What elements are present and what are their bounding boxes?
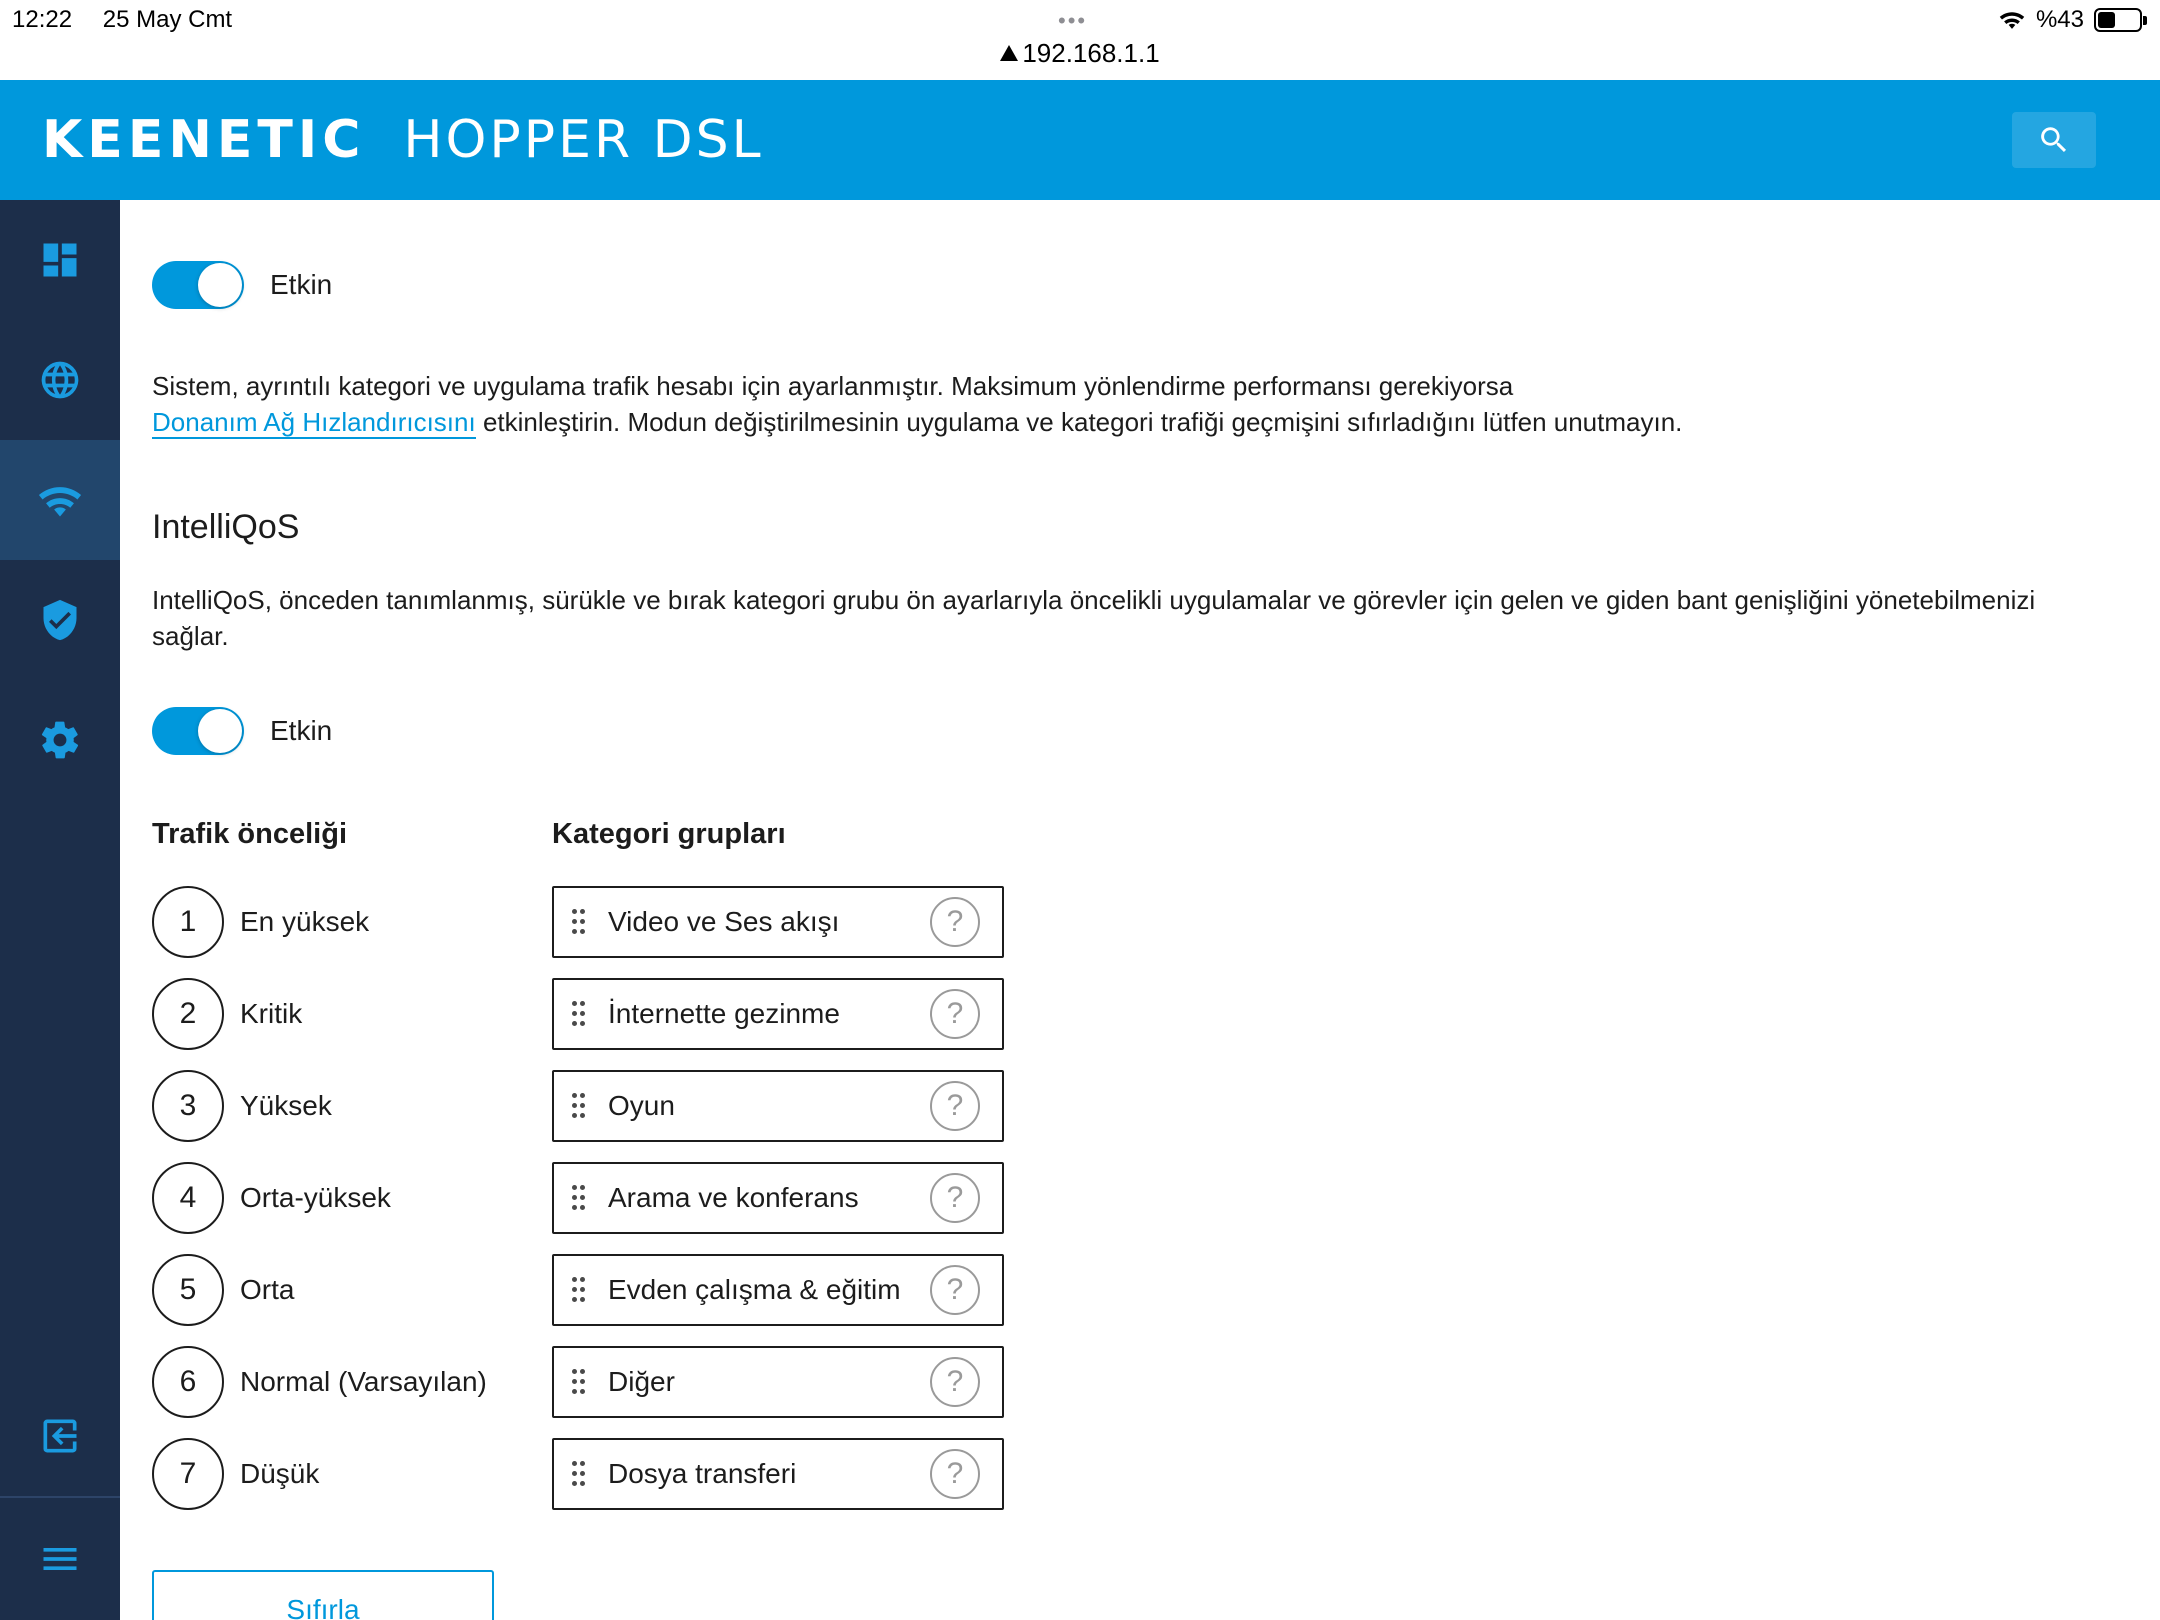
dashboard-icon — [38, 238, 82, 282]
priority-item — [152, 1346, 487, 1418]
priority-item — [152, 1070, 332, 1142]
sidebar-item-wifi[interactable] — [0, 440, 120, 560]
sidebar-item-internet[interactable] — [0, 320, 120, 440]
category-group-item[interactable] — [552, 886, 1004, 958]
drag-handle-icon[interactable] — [572, 1090, 586, 1122]
drag-handle-icon[interactable] — [572, 1458, 586, 1490]
toggle-label: Etkin — [270, 715, 333, 746]
reset-button[interactable]: Sıfırla — [152, 1570, 494, 1620]
globe-icon — [38, 358, 82, 402]
category-label: Arama ve konferans — [608, 1182, 859, 1213]
wifi-signal-icon — [1998, 10, 2026, 30]
priority-label: Kritik — [240, 998, 303, 1029]
drag-handle-icon[interactable] — [572, 906, 586, 938]
priority-label: Orta — [240, 1274, 295, 1305]
help-icon[interactable]: ? — [930, 1449, 980, 1499]
help-icon[interactable]: ? — [930, 1173, 980, 1223]
priority-number: 3 — [152, 1070, 224, 1142]
priority-number: 1 — [152, 886, 224, 958]
logout-icon — [38, 1414, 82, 1458]
battery-percent: %43 — [2035, 6, 2084, 33]
category-label: Video ve Ses akışı — [608, 906, 840, 937]
priority-number: 5 — [152, 1254, 224, 1326]
traffic-info-text — [152, 368, 2102, 440]
drag-handle-icon[interactable] — [572, 998, 586, 1030]
brand-name: KEENETIC — [42, 110, 366, 170]
sidebar-item-security[interactable] — [0, 560, 120, 680]
category-groups-header: Kategori grupları — [552, 818, 786, 850]
priority-label: Yüksek — [240, 1090, 332, 1121]
hardware-accelerator-link[interactable]: Donanım Ağ Hızlandırıcısını — [152, 407, 476, 437]
drag-handle-icon[interactable] — [572, 1274, 586, 1306]
help-icon[interactable]: ? — [930, 897, 980, 947]
search-button[interactable] — [2012, 112, 2096, 168]
help-icon[interactable]: ? — [930, 1265, 980, 1315]
priority-number: 2 — [152, 978, 224, 1050]
wifi-icon — [38, 478, 82, 522]
priority-number: 4 — [152, 1162, 224, 1234]
gear-icon — [38, 718, 82, 762]
category-group-item[interactable] — [552, 1438, 1004, 1510]
model-name: HOPPER DSL — [403, 110, 764, 170]
category-label: İnternette gezinme — [608, 998, 840, 1029]
brand-logo[interactable] — [42, 110, 764, 170]
category-label: Oyun — [608, 1090, 675, 1121]
status-time-date — [12, 6, 256, 34]
traffic-priority-header: Trafik önceliği — [152, 818, 347, 850]
help-icon[interactable]: ? — [930, 989, 980, 1039]
toggle-knob — [198, 263, 242, 307]
sidebar-item-logout[interactable] — [0, 1376, 120, 1496]
sidebar — [0, 200, 120, 1620]
address-url: 192.168.1.1 — [1022, 38, 1160, 68]
help-icon[interactable]: ? — [930, 1357, 980, 1407]
help-icon[interactable]: ? — [930, 1081, 980, 1131]
category-label: Evden çalışma & eğitim — [608, 1274, 901, 1305]
priority-label: En yüksek — [240, 906, 370, 937]
search-icon — [2037, 123, 2071, 157]
toggle-switch[interactable] — [152, 707, 244, 755]
category-group-item[interactable] — [552, 1070, 1004, 1142]
priority-number: 7 — [152, 1438, 224, 1510]
sidebar-item-dashboard[interactable] — [0, 200, 120, 320]
priority-item — [152, 1162, 391, 1234]
ios-status-bar — [0, 0, 2160, 80]
battery-icon — [2094, 8, 2142, 32]
browser-more-dots-icon[interactable]: ••• — [1058, 8, 1088, 33]
intelliqos-title: IntelliQoS — [152, 508, 300, 546]
priority-item — [152, 978, 302, 1050]
category-group-item[interactable] — [552, 1254, 1004, 1326]
sidebar-item-settings[interactable] — [0, 680, 120, 800]
priority-item — [152, 886, 369, 958]
category-label: Diğer — [608, 1366, 675, 1397]
priority-label: Orta-yüksek — [240, 1182, 391, 1213]
priority-number: 6 — [152, 1346, 224, 1418]
priority-label: Normal (Varsayılan) — [240, 1366, 487, 1397]
address-bar[interactable] — [0, 38, 2160, 69]
category-group-item[interactable] — [552, 1162, 1004, 1234]
priority-item — [152, 1438, 319, 1510]
status-indicators — [1998, 6, 2142, 34]
info-text-line1: Sistem, ayrıntılı kategori ve uygulama trafik hesabı için ayarlanmıştır. Maksimum yönlendirme performansı gerekiyorsa — [152, 371, 1514, 401]
status-date: 25 May Cmt — [102, 6, 233, 33]
priority-label: Düşük — [240, 1458, 320, 1489]
toggle-switch[interactable] — [152, 261, 244, 309]
sidebar-menu-toggle[interactable] — [0, 1498, 120, 1620]
traffic-accounting-toggle[interactable] — [152, 261, 332, 309]
main-content — [120, 200, 2160, 1620]
category-group-item[interactable] — [552, 978, 1004, 1050]
toggle-knob — [198, 709, 242, 753]
intelliqos-description: IntelliQoS, önceden tanımlanmış, sürükle ve bırak kategori grubu ön ayarlarıyla öncelikli uygulamalar ve görevler için gelen ve giden bant genişliğini yönetebilmenizi sağlar. — [152, 585, 2036, 651]
status-time: 12:22 — [12, 6, 73, 33]
priority-item — [152, 1254, 294, 1326]
intelliqos-toggle[interactable] — [152, 707, 332, 755]
drag-handle-icon[interactable] — [572, 1366, 586, 1398]
toggle-label: Etkin — [270, 269, 333, 300]
menu-icon — [38, 1537, 82, 1581]
info-text-line2: etkinleştirin. Modun değiştirilmesinin uygulama ve kategori trafiği geçmişini sıfırladığını lütfen unutmayın. — [475, 407, 1683, 437]
app-header — [0, 80, 2160, 200]
drag-handle-icon[interactable] — [572, 1182, 586, 1214]
category-label: Dosya transferi — [608, 1458, 797, 1489]
shield-check-icon — [38, 598, 82, 642]
warning-icon — [1000, 45, 1018, 61]
category-group-item[interactable] — [552, 1346, 1004, 1418]
